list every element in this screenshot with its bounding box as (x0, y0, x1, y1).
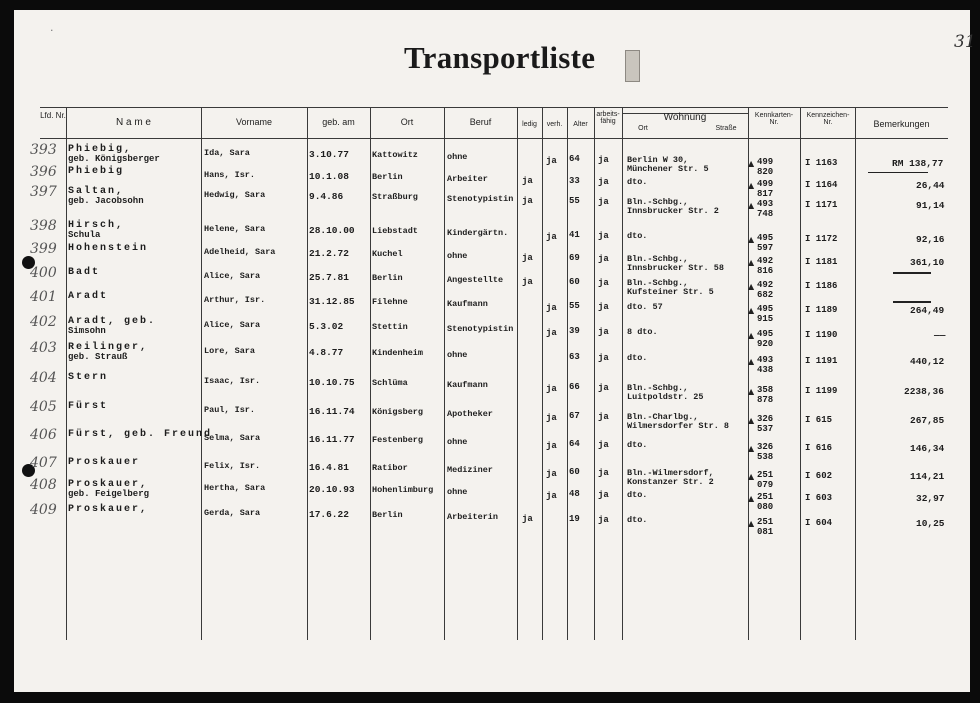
row-birthplace: Kattowitz (372, 150, 418, 160)
row-occupation: Arbeiter (447, 174, 488, 184)
header-arbeitsfaehig: arbeits- fähig (596, 111, 620, 126)
row-identifier-number: I 615 (805, 415, 833, 425)
row-identifier-number: I 604 (805, 518, 833, 528)
row-address: Bln.-Schbg., (627, 254, 689, 264)
column-rule (66, 107, 67, 640)
triangle-mark: ▲ (748, 387, 755, 396)
row-name: Phiebig, (68, 144, 133, 155)
row-fit-for-work: ja (598, 231, 609, 241)
row-number: 408 (30, 477, 57, 493)
row-address: dto. (627, 440, 648, 450)
row-name: Aradt (68, 291, 109, 302)
column-rule (594, 107, 595, 640)
row-fit-for-work: ja (598, 412, 609, 422)
row-idcard-number: 499 (757, 157, 774, 167)
row-occupation: ohne (447, 350, 468, 360)
triangle-mark: ▲ (748, 416, 755, 425)
row-identifier-number: I 1199 (805, 386, 838, 396)
header-wohnung-ort: Ort (638, 125, 648, 132)
row-number: 403 (30, 340, 57, 356)
triangle-mark: ▲ (748, 181, 755, 190)
header-beruf: Beruf (469, 117, 492, 127)
row-address-street: Innsbrucker Str. 58 (627, 263, 724, 273)
row-idcard-number: 326 (757, 442, 774, 452)
row-idcard-number-line2: 920 (757, 339, 774, 349)
row-number: 404 (30, 370, 57, 386)
row-occupation: Mediziner (447, 465, 493, 475)
row-remarks: 91,14 (916, 200, 945, 211)
row-name-line2: geb. Königsberger (68, 154, 160, 164)
row-fit-for-work: ja (598, 197, 609, 207)
row-idcard-number-line2: 682 (757, 290, 774, 300)
row-birthplace: Hohenlimburg (372, 485, 434, 495)
row-idcard-number-line2: 538 (757, 452, 774, 462)
row-identifier-number: I 1164 (805, 180, 838, 190)
page-number: 31 (954, 32, 976, 52)
row-occupation: Stenotypistin (447, 194, 514, 204)
row-idcard-number: 495 (757, 233, 774, 243)
row-idcard-number-line2: 816 (757, 266, 774, 276)
row-age: 55 (569, 196, 580, 206)
row-identifier-number: I 1163 (805, 158, 838, 168)
row-vorname: Isaac, Isr. (204, 376, 261, 386)
row-occupation: Arbeiterin (447, 512, 499, 522)
row-remarks: 92,16 (916, 234, 945, 245)
header-kennzeichen: Kennzeichen- Nr. (806, 112, 850, 127)
row-name-line2: Schula (68, 230, 101, 240)
row-remarks: 146,34 (910, 443, 945, 454)
row-birthplace: Königsberg (372, 407, 424, 417)
column-rule (855, 107, 856, 640)
row-occupation: ohne (447, 152, 468, 162)
row-birth-date: 5.3.02 (309, 321, 344, 332)
row-birth-date: 17.6.22 (309, 509, 349, 520)
row-address: 8 dto. (627, 327, 658, 337)
row-remarks: —— (934, 330, 946, 341)
row-number: 405 (30, 399, 57, 415)
row-idcard-number-line2: 878 (757, 395, 774, 405)
row-remarks: 32,97 (916, 493, 945, 504)
transport-list-sheet (14, 10, 976, 692)
row-occupation: Apotheker (447, 409, 493, 419)
row-idcard-number: 492 (757, 256, 774, 266)
row-occupation: ohne (447, 487, 468, 497)
row-birthplace: Liebstadt (372, 226, 418, 236)
row-name: Fürst, geb. Freund (68, 429, 213, 440)
row-name: Badt (68, 267, 101, 278)
row-idcard-number-line2: 915 (757, 314, 774, 324)
row-address: dto. (627, 177, 648, 187)
row-address: dto. 57 (627, 302, 663, 312)
row-fit-for-work: ja (598, 490, 609, 500)
triangle-mark: ▲ (748, 306, 755, 315)
row-birthplace: Berlin (372, 273, 403, 283)
row-married: ja (546, 384, 557, 394)
row-name: Proskauer (68, 457, 141, 468)
row-address: Bln.-Schbg., (627, 197, 689, 207)
row-birthplace: Kindenheim (372, 348, 424, 358)
row-birth-date: 25.7.81 (309, 272, 349, 283)
column-rule (622, 107, 623, 640)
row-age: 63 (569, 352, 580, 362)
header-ledig: ledig (522, 121, 537, 128)
row-married: ja (546, 156, 557, 166)
column-rule (542, 107, 543, 640)
row-married: ja (546, 441, 557, 451)
row-idcard-number-line2: 817 (757, 189, 774, 199)
header-ort: Ort (400, 117, 414, 127)
row-number: 406 (30, 427, 57, 443)
row-occupation: ohne (447, 437, 468, 447)
row-birth-date: 28.10.00 (309, 225, 355, 236)
row-name-line2: geb. Feigelberg (68, 489, 150, 499)
row-number: 401 (30, 289, 57, 305)
row-identifier-number: I 1190 (805, 330, 838, 340)
row-number: 409 (30, 502, 57, 518)
row-birth-date: 10.10.75 (309, 377, 355, 388)
row-idcard-number: 251 (757, 492, 774, 502)
row-fit-for-work: ja (598, 383, 609, 393)
row-address-street: Kufsteiner Str. 5 (627, 287, 714, 297)
row-occupation: Angestellte (447, 275, 504, 285)
row-married: ja (546, 413, 557, 423)
header-bottom-rule (40, 138, 948, 139)
row-remarks: 2238,36 (904, 386, 944, 397)
row-occupation: Kindergärtn. (447, 228, 509, 238)
row-idcard-number-line2: 079 (757, 480, 774, 490)
row-vorname: Alice, Sara (204, 320, 261, 330)
row-name: Aradt, geb. (68, 316, 157, 327)
row-idcard-number-line2: 081 (757, 527, 774, 537)
row-birthplace: Filehne (372, 297, 408, 307)
row-age: 64 (569, 439, 580, 449)
row-married: ja (546, 491, 557, 501)
row-fit-for-work: ja (598, 515, 609, 525)
row-birth-date: 9.4.86 (309, 191, 344, 202)
row-birth-date: 10.1.08 (309, 171, 349, 182)
row-name: Proskauer, (68, 504, 149, 515)
row-name-line2: Simsohn (68, 326, 106, 336)
row-birth-date: 16.11.74 (309, 406, 355, 417)
row-address-street: Wilmersdorfer Str. 8 (627, 421, 730, 431)
row-idcard-number: 251 (757, 470, 774, 480)
row-address: dto. (627, 490, 648, 500)
row-idcard-number: 493 (757, 199, 774, 209)
header-geb-am: geb. am (322, 117, 355, 127)
row-occupation: ohne (447, 251, 468, 261)
row-idcard-number: 326 (757, 414, 774, 424)
row-idcard-number-line2: 597 (757, 243, 774, 253)
row-idcard-number: 492 (757, 280, 774, 290)
row-number: 400 (30, 265, 57, 281)
row-idcard-number-line2: 438 (757, 365, 774, 375)
row-number: 393 (30, 142, 57, 158)
row-birthplace: Festenberg (372, 435, 424, 445)
row-birth-date: 16.4.81 (309, 462, 349, 473)
row-married: ja (546, 232, 557, 242)
row-birthplace: Berlin (372, 172, 403, 182)
row-age: 60 (569, 467, 580, 477)
row-birthplace: Ratibor (372, 463, 408, 473)
row-age: 48 (569, 489, 580, 499)
row-vorname: Hedwig, Sara (204, 190, 266, 200)
row-remarks: 10,25 (916, 518, 945, 529)
triangle-mark: ▲ (748, 472, 755, 481)
row-remarks: 26,44 (916, 180, 945, 191)
row-birthplace: Stettin (372, 322, 408, 332)
row-remarks: 267,85 (910, 415, 945, 426)
row-age: 60 (569, 277, 580, 287)
column-rule (517, 107, 518, 640)
row-address: Bln.-Charlbg., (627, 412, 699, 422)
triangle-mark: ▲ (748, 357, 755, 366)
row-age: 64 (569, 154, 580, 164)
row-single: ja (522, 253, 533, 263)
row-vorname: Alice, Sara (204, 271, 261, 281)
row-identifier-number: I 603 (805, 493, 833, 503)
row-name: Hirsch, (68, 220, 125, 231)
row-fit-for-work: ja (598, 155, 609, 165)
row-remarks: RM 138,77 (892, 158, 944, 169)
row-address: Bln.-Schbg., (627, 278, 689, 288)
row-vorname: Arthur, Isr. (204, 295, 266, 305)
row-name-line2: geb. Jacobsohn (68, 196, 144, 206)
row-name: Phiebig (68, 166, 125, 177)
row-birthplace: Straßburg (372, 192, 418, 202)
header-wohnung-strasse: Straße (715, 125, 737, 132)
row-married: ja (546, 328, 557, 338)
row-vorname: Gerda, Sara (204, 508, 261, 518)
row-occupation: Kaufmann (447, 380, 488, 390)
list-number-stamp (625, 50, 640, 82)
row-vorname: Hertha, Sara (204, 483, 266, 493)
row-address: dto. (627, 231, 648, 241)
row-name: Saltan, (68, 186, 125, 197)
header-kennkarten: Kennkarten- Nr. (754, 112, 794, 127)
column-rule (370, 107, 371, 640)
column-rule (567, 107, 568, 640)
header-lfd: Lfd. Nr. (40, 111, 66, 120)
row-idcard-number-line2: 080 (757, 502, 774, 512)
row-fit-for-work: ja (598, 327, 609, 337)
row-idcard-number: 358 (757, 385, 774, 395)
row-idcard-number-line2: 748 (757, 209, 774, 219)
row-vorname: Paul, Isr. (204, 405, 256, 415)
row-number: 398 (30, 218, 57, 234)
row-birth-date: 31.12.85 (309, 296, 355, 307)
header-alter: Alter (573, 121, 588, 128)
row-age: 41 (569, 230, 580, 240)
triangle-mark: ▲ (748, 444, 755, 453)
row-married: ja (546, 469, 557, 479)
row-idcard-number: 493 (757, 355, 774, 365)
header-top-rule (40, 107, 948, 108)
row-vorname: Selma, Sara (204, 433, 261, 443)
row-address-street: Konstanzer Str. 2 (627, 477, 714, 487)
row-birth-date: 20.10.93 (309, 484, 355, 495)
triangle-mark: ▲ (748, 258, 755, 267)
row-vorname: Adelheid, Sara (204, 247, 276, 257)
row-remarks: 440,12 (910, 356, 945, 367)
row-number: 399 (30, 241, 57, 257)
row-single: ja (522, 196, 533, 206)
row-identifier-number: I 1189 (805, 305, 838, 315)
header-verh: verh. (546, 121, 563, 128)
row-address: Bln.-Schbg., (627, 383, 689, 393)
strike-mark (893, 272, 931, 274)
row-fit-for-work: ja (598, 353, 609, 363)
row-birth-date: 4.8.77 (309, 347, 344, 358)
row-single: ja (522, 514, 533, 524)
row-remarks: 264,49 (910, 305, 945, 316)
row-vorname: Felix, Isr. (204, 461, 261, 471)
column-rule (800, 107, 801, 640)
row-vorname: Helene, Sara (204, 224, 266, 234)
strike-mark (893, 301, 931, 303)
strike-mark (868, 172, 928, 173)
corner-mark: · (50, 24, 54, 37)
row-age: 69 (569, 253, 580, 263)
row-address: dto. (627, 353, 648, 363)
row-fit-for-work: ja (598, 440, 609, 450)
header-wohnung: Wohnung (663, 112, 707, 123)
triangle-mark: ▲ (748, 159, 755, 168)
row-name: Proskauer, (68, 479, 149, 490)
row-fit-for-work: ja (598, 254, 609, 264)
row-age: 19 (569, 514, 580, 524)
row-identifier-number: I 1181 (805, 257, 838, 267)
header-name: N a m e (115, 117, 151, 128)
triangle-mark: ▲ (748, 201, 755, 210)
row-address: Bln.-Wilmersdorf, (627, 468, 714, 478)
header-vorname: Vorname (235, 117, 273, 127)
row-idcard-number: 499 (757, 179, 774, 189)
row-occupation: Stenotypistin (447, 324, 514, 334)
row-identifier-number: I 1186 (805, 281, 838, 291)
triangle-mark: ▲ (748, 519, 755, 528)
row-identifier-number: I 1171 (805, 200, 838, 210)
row-single: ja (522, 176, 533, 186)
row-remarks: 114,21 (910, 471, 945, 482)
row-vorname: Lore, Sara (204, 346, 256, 356)
row-idcard-number: 251 (757, 517, 774, 527)
row-name-line2: geb. Strauß (68, 352, 128, 362)
document-title: Transportliste (404, 40, 596, 75)
row-address-street: Innsbrucker Str. 2 (627, 206, 719, 216)
row-fit-for-work: ja (598, 177, 609, 187)
row-identifier-number: I 602 (805, 471, 833, 481)
row-birth-date: 16.11.77 (309, 434, 355, 445)
row-age: 39 (569, 326, 580, 336)
row-number: 396 (30, 164, 57, 180)
column-rule (444, 107, 445, 640)
row-idcard-number-line2: 537 (757, 424, 774, 434)
row-fit-for-work: ja (598, 302, 609, 312)
row-birth-date: 3.10.77 (309, 149, 349, 160)
row-address: Berlin W 30, (627, 155, 689, 165)
row-idcard-number: 495 (757, 304, 774, 314)
row-fit-for-work: ja (598, 468, 609, 478)
row-occupation: Kaufmann (447, 299, 488, 309)
row-birthplace: Kuchel (372, 249, 403, 259)
row-address: dto. (627, 515, 648, 525)
header-bemerkungen: Bemerkungen (873, 119, 930, 129)
row-number: 397 (30, 184, 57, 200)
triangle-mark: ▲ (748, 494, 755, 503)
row-identifier-number: I 616 (805, 443, 833, 453)
row-identifier-number: I 1172 (805, 234, 838, 244)
row-age: 55 (569, 301, 580, 311)
row-number: 402 (30, 314, 57, 330)
row-married: ja (546, 303, 557, 313)
row-name: Stern (68, 372, 109, 383)
triangle-mark: ▲ (748, 282, 755, 291)
row-age: 33 (569, 176, 580, 186)
row-idcard-number-line2: 820 (757, 167, 774, 177)
triangle-mark: ▲ (748, 331, 755, 340)
row-number: 407 (30, 455, 57, 471)
row-address-street: Münchener Str. 5 (627, 164, 709, 174)
row-birth-date: 21.2.72 (309, 248, 349, 259)
row-remarks: 361,10 (910, 257, 945, 268)
row-age: 67 (569, 411, 580, 421)
row-vorname: Hans, Isr. (204, 170, 256, 180)
row-single: ja (522, 277, 533, 287)
row-birthplace: Schlüma (372, 378, 408, 388)
row-address-street: Luitpoldstr. 25 (627, 392, 704, 402)
column-rule (201, 107, 202, 640)
row-name: Fürst (68, 401, 109, 412)
column-rule (307, 107, 308, 640)
row-name: Hohenstein (68, 243, 149, 254)
row-birthplace: Berlin (372, 510, 403, 520)
row-age: 66 (569, 382, 580, 392)
row-name: Reilinger, (68, 342, 149, 353)
row-identifier-number: I 1191 (805, 356, 838, 366)
row-fit-for-work: ja (598, 278, 609, 288)
row-vorname: Ida, Sara (204, 148, 250, 158)
row-idcard-number: 495 (757, 329, 774, 339)
triangle-mark: ▲ (748, 235, 755, 244)
